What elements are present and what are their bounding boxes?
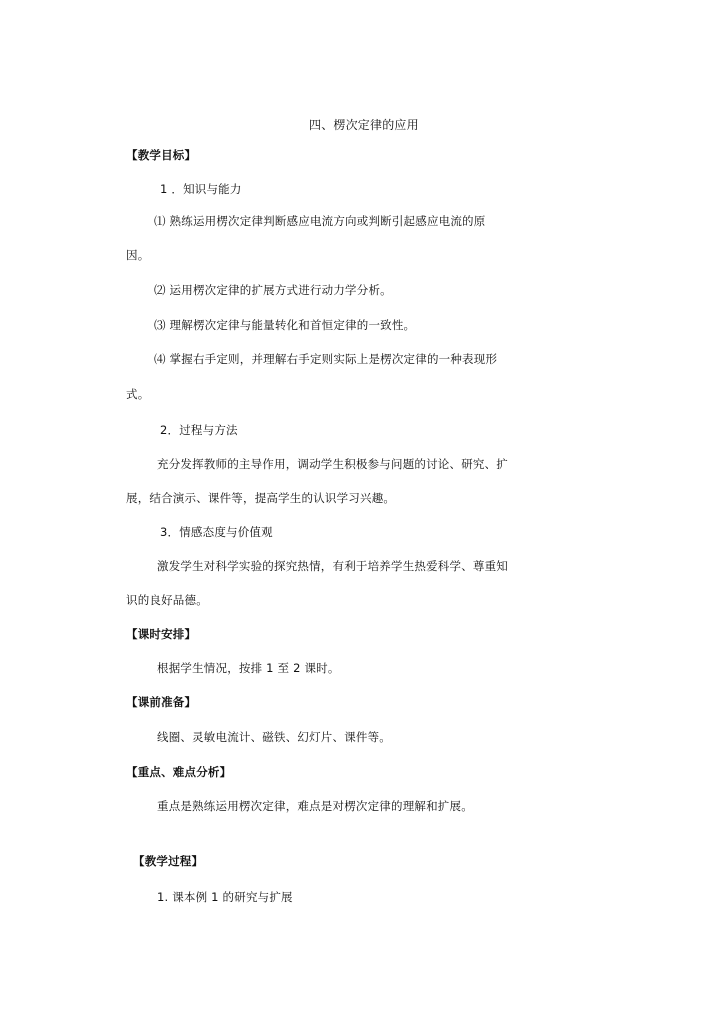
teaching-item-1: 1. 课本例 1 的研究与扩展 [157, 890, 293, 904]
knowledge-item-1: ⑴ 熟练运用楞次定律判断感应电流方向或判断引起感应电流的原 [154, 214, 486, 228]
knowledge-item-4-cont: 式。 [126, 387, 150, 401]
knowledge-heading: 1 ．知识与能力 [160, 182, 242, 196]
process-heading: 2．过程与方法 [160, 423, 238, 437]
prep-text: 线圈、灵敏电流计、磁铁、幻灯片、课件等。 [157, 730, 391, 744]
attitude-heading: 3．情感态度与价值观 [160, 525, 273, 539]
knowledge-item-1-cont: 因。 [126, 248, 150, 262]
knowledge-item-3: ⑶ 理解楞次定律与能量转化和首恒定律的一致性。 [154, 318, 416, 332]
knowledge-item-4: ⑷ 掌握右手定则，并理解右手定则实际上是楞次定律的一种表现形 [154, 352, 498, 366]
knowledge-item-2: ⑵ 运用楞次定律的扩展方式进行动力学分析。 [154, 283, 392, 297]
schedule-text: 根据学生情况，按排 1 至 2 课时。 [157, 661, 340, 675]
schedule-heading: 【课时安排】 [126, 627, 197, 641]
attitude-text-2: 识的良好品德。 [126, 593, 208, 607]
objectives-heading: 【教学目标】 [126, 148, 197, 162]
focus-text: 重点是熟练运用楞次定律，难点是对楞次定律的理解和扩展。 [157, 799, 473, 813]
process-text-1: 充分发挥教师的主导作用，调动学生积极参与问题的讨论、研究、扩 [157, 457, 508, 471]
teaching-heading: 【教学过程】 [133, 854, 204, 868]
attitude-text-1: 激发学生对科学实验的探究热情，有利于培养学生热爱科学、尊重知 [157, 559, 508, 573]
focus-heading: 【重点、难点分析】 [126, 765, 232, 779]
prep-heading: 【课前准备】 [126, 695, 197, 709]
process-text-2: 展，结合演示、课件等，提高学生的认识学习兴趣。 [126, 491, 396, 505]
document-title: 四、楞次定律的应用 [309, 118, 419, 132]
